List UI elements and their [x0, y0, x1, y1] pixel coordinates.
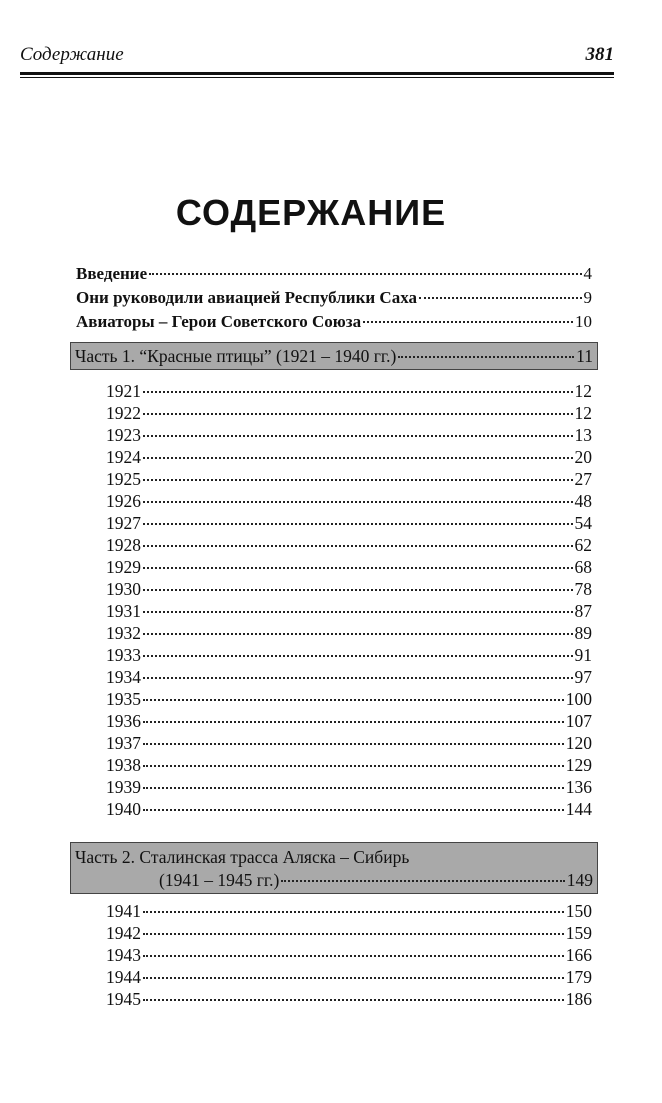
toc-year-page: 136 [565, 777, 592, 797]
toc-year-label: 1921 [106, 381, 141, 401]
toc-entry[interactable] [76, 310, 592, 334]
toc-year-page: 91 [574, 645, 592, 665]
toc-year-entry[interactable] [76, 424, 592, 446]
toc-year-label: 1924 [106, 447, 141, 467]
toc-year-entry[interactable] [76, 534, 592, 556]
part-1-heading[interactable] [70, 342, 598, 370]
toc-year-label: 1935 [106, 689, 141, 709]
toc-leader-dots [143, 523, 573, 525]
toc-year-label: 1937 [106, 733, 141, 753]
toc-year-entry[interactable] [76, 710, 592, 732]
toc-year-label: 1939 [106, 777, 141, 797]
part-2-heading[interactable] [70, 842, 598, 894]
toc-year-entry[interactable] [76, 688, 592, 710]
toc-leader-dots [143, 589, 573, 591]
part-1-page: 11 [576, 346, 593, 366]
toc-year-label: 1930 [106, 579, 141, 599]
toc-year-page: 166 [565, 945, 592, 965]
toc-year-page: 68 [574, 557, 592, 577]
part-2-label-continuation: (1941 – 1945 гг.) [159, 870, 280, 890]
toc-leader-dots [143, 699, 564, 701]
toc-year-page: 150 [565, 901, 592, 921]
toc-year-page: 159 [565, 923, 592, 943]
toc-leader-dots [143, 435, 573, 437]
toc-year-page: 12 [574, 403, 592, 423]
part-1-year-list [76, 380, 592, 820]
toc-leader-dots [143, 633, 573, 635]
toc-leader-dots [149, 273, 581, 275]
toc-leader-dots [143, 743, 564, 745]
toc-leader-dots [143, 765, 564, 767]
toc-leader-dots [143, 999, 564, 1001]
toc-entry-page: 10 [575, 312, 592, 331]
toc-leader-dots [143, 391, 573, 393]
toc-year-page: 48 [574, 491, 592, 511]
toc-leader-dots [143, 721, 564, 723]
toc-leader-dots [143, 413, 573, 415]
toc-year-label: 1938 [106, 755, 141, 775]
toc-year-label: 1945 [106, 989, 141, 1009]
toc-leader-dots [398, 356, 574, 358]
toc-year-page: 100 [565, 689, 592, 709]
toc-year-entry[interactable] [76, 600, 592, 622]
toc-leader-dots [143, 911, 564, 913]
toc-year-entry[interactable] [76, 556, 592, 578]
toc-leader-dots [143, 567, 573, 569]
toc-year-entry[interactable] [76, 966, 592, 988]
toc-leader-dots [143, 545, 573, 547]
header-rule [20, 72, 614, 78]
toc-year-entry[interactable] [76, 622, 592, 644]
toc-leader-dots [143, 977, 564, 979]
toc-year-page: 54 [574, 513, 592, 533]
toc-year-page: 27 [574, 469, 592, 489]
toc-year-label: 1936 [106, 711, 141, 731]
toc-year-entry[interactable] [76, 944, 592, 966]
toc-year-page: 186 [565, 989, 592, 1009]
toc-year-entry[interactable] [76, 754, 592, 776]
toc-year-page: 107 [565, 711, 592, 731]
toc-year-page: 13 [574, 425, 592, 445]
toc-year-label: 1933 [106, 645, 141, 665]
toc-year-entry[interactable] [76, 402, 592, 424]
toc-year-label: 1941 [106, 901, 141, 921]
toc-year-entry[interactable] [76, 490, 592, 512]
toc-leader-dots [281, 880, 564, 882]
toc-leader-dots [143, 501, 573, 503]
running-header [20, 44, 614, 66]
part-2-label: Часть 2. Сталинская трасса Аляска – Сибирь [75, 847, 410, 867]
toc-year-label: 1927 [106, 513, 141, 533]
toc-year-page: 89 [574, 623, 592, 643]
toc-year-page: 12 [574, 381, 592, 401]
toc-year-page: 129 [565, 755, 592, 775]
toc-year-label: 1934 [106, 667, 141, 687]
toc-entry-label: Введение [76, 264, 148, 283]
toc-entry-label: Они руководили авиацией Республики Саха [76, 288, 417, 307]
toc-year-label: 1926 [106, 491, 141, 511]
toc-year-entry[interactable] [76, 798, 592, 820]
toc-year-entry[interactable] [76, 922, 592, 944]
part-2-year-list [76, 900, 592, 1010]
toc-leader-dots [143, 611, 573, 613]
toc-year-label: 1923 [106, 425, 141, 445]
toc-year-entry[interactable] [76, 900, 592, 922]
toc-year-page: 20 [574, 447, 592, 467]
toc-leader-dots [363, 321, 573, 323]
toc-leader-dots [143, 809, 564, 811]
toc-year-entry[interactable] [76, 666, 592, 688]
running-header-page-number: 381 [585, 44, 614, 65]
toc-entry-page: 4 [583, 264, 592, 283]
toc-year-label: 1940 [106, 799, 141, 819]
toc-year-page: 87 [574, 601, 592, 621]
toc-leader-dots [143, 955, 564, 957]
toc-leader-dots [143, 677, 573, 679]
toc-year-label: 1928 [106, 535, 141, 555]
running-header-section: Содержание [20, 44, 124, 65]
toc-year-entry[interactable] [76, 988, 592, 1010]
toc-year-label: 1929 [106, 557, 141, 577]
toc-leader-dots [143, 787, 564, 789]
toc-year-page: 144 [565, 799, 592, 819]
table-of-contents [76, 262, 592, 1010]
page-title: СОДЕРЖАНИЕ [175, 192, 447, 233]
toc-year-label: 1942 [106, 923, 141, 943]
toc-year-label: 1922 [106, 403, 141, 423]
toc-year-page: 120 [565, 733, 592, 753]
toc-leader-dots [143, 655, 573, 657]
toc-year-label: 1925 [106, 469, 141, 489]
toc-year-label: 1931 [106, 601, 141, 621]
toc-year-entry[interactable] [76, 468, 592, 490]
toc-year-label: 1944 [106, 967, 141, 987]
toc-year-label: 1943 [106, 945, 141, 965]
toc-year-label: 1932 [106, 623, 141, 643]
toc-year-page: 62 [574, 535, 592, 555]
toc-year-page: 97 [574, 667, 592, 687]
toc-leader-dots [143, 457, 573, 459]
toc-leader-dots [143, 933, 564, 935]
toc-leader-dots [143, 479, 573, 481]
part-1-label: Часть 1. “Красные птицы” (1921 – 1940 гг.) [75, 346, 397, 366]
toc-entry-label: Авиаторы – Герои Советского Союза [76, 312, 362, 331]
toc-leader-dots [419, 297, 582, 299]
toc-entry[interactable] [76, 262, 592, 286]
toc-entry[interactable] [76, 286, 592, 310]
toc-entry-page: 9 [583, 288, 592, 307]
toc-year-entry[interactable] [76, 512, 592, 534]
toc-year-entry[interactable] [76, 380, 592, 402]
toc-year-entry[interactable] [76, 578, 592, 600]
toc-year-entry[interactable] [76, 446, 592, 468]
toc-year-entry[interactable] [76, 732, 592, 754]
toc-year-page: 78 [574, 579, 592, 599]
toc-year-page: 179 [565, 967, 592, 987]
toc-year-entry[interactable] [76, 644, 592, 666]
part-2-page: 149 [566, 870, 593, 890]
toc-year-entry[interactable] [76, 776, 592, 798]
